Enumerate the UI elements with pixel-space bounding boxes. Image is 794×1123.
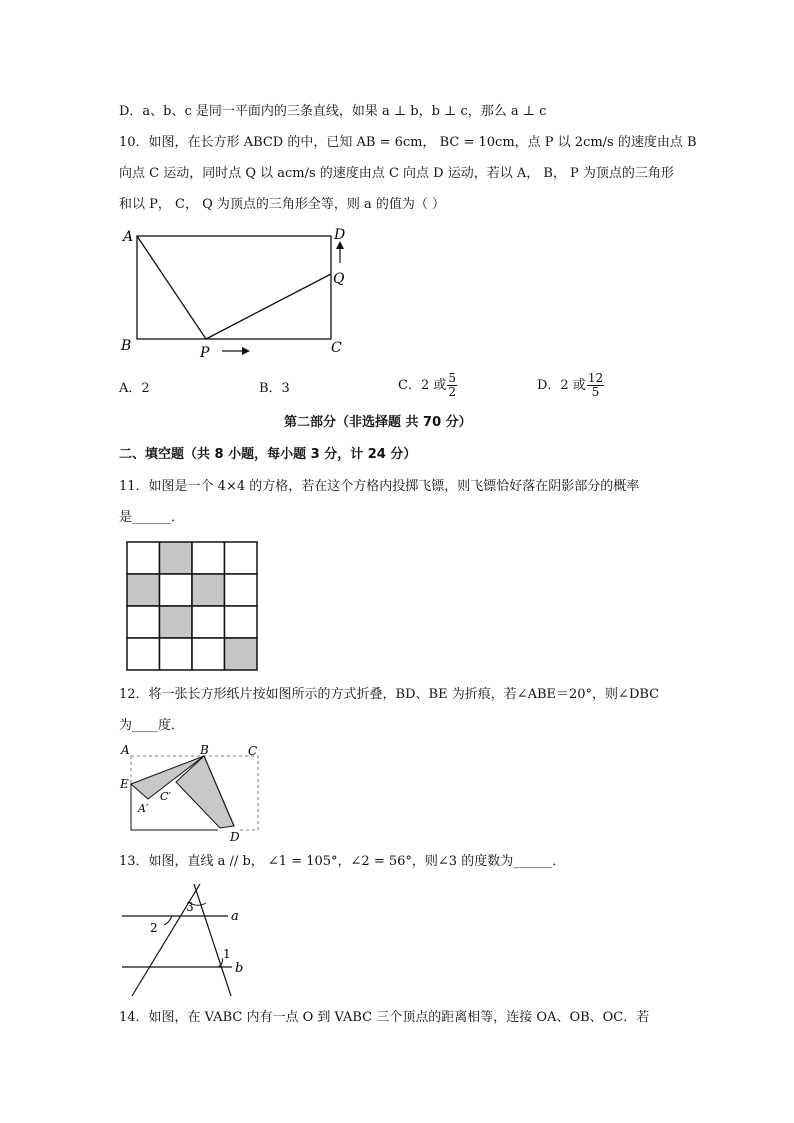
label-p: P	[200, 345, 210, 361]
q13-line1: 13．如图，直线 a // b， ∠1 = 105°，∠2 = 56°，则∠3 的度数为______．	[119, 854, 566, 869]
q10-option-b: B．3	[259, 381, 290, 396]
grid-cell	[127, 542, 160, 574]
label-c: C	[331, 340, 342, 356]
label-b: b	[235, 961, 244, 976]
grid-cell	[160, 574, 193, 606]
label-a: A	[121, 743, 130, 757]
option-c-prefix: C．2 或	[398, 378, 447, 393]
q10-option-c	[398, 372, 457, 399]
option-c-numerator: 5	[448, 371, 456, 385]
grid-cell	[225, 574, 258, 606]
label-c: C	[248, 744, 258, 758]
label-a: a	[231, 909, 239, 924]
q10-line3: 和以 P， C， Q 为顶点的三角形全等，则 a 的值为（ ）	[119, 197, 446, 212]
grid-cell-shaded	[127, 574, 160, 606]
angle-arc-2	[164, 916, 172, 925]
grid-cell	[127, 638, 160, 670]
label-1: 1	[223, 947, 231, 961]
segment-ap	[137, 236, 206, 339]
q10-line2: 向点 C 运动，同时点 Q 以 acm/s 的速度由点 C 向点 D 运动，若以 A， B， P 为顶点的三角形	[119, 166, 674, 181]
q9-option-d: D．a、b、c 是同一平面内的三条直线，如果 a ⊥ b，b ⊥ c，那么 a ⊥ c	[119, 104, 547, 119]
label-a: A	[123, 229, 134, 245]
label-c-prime: C′	[160, 790, 171, 803]
rectangle-abcd	[137, 236, 331, 339]
label-e: E	[120, 777, 129, 791]
q12-line1: 12．将一张长方形纸片按如图所示的方式折叠，BD、BE 为折痕，若∠ABE＝20°，则∠DBC	[119, 687, 660, 702]
q10-line1: 10．如图，在长方形 ABCD 的中，已知 AB = 6cm， BC = 10cm，点 P 以 2cm/s 的速度由点 B	[119, 135, 697, 150]
option-c-fraction	[447, 372, 457, 399]
label-a-prime: A′	[138, 802, 149, 815]
grid-cell-shaded	[160, 542, 193, 574]
label-d: D	[334, 227, 346, 243]
label-3: 3	[186, 900, 194, 914]
part2-heading: 第二部分（非选择题 共 70 分）	[284, 415, 472, 430]
label-b: B	[200, 743, 209, 757]
q13-parallel-lines-figure	[118, 878, 258, 1000]
grid-cell	[192, 542, 225, 574]
label-b: B	[121, 338, 132, 354]
option-d-denominator: 5	[591, 385, 600, 399]
grid-cell-shaded	[160, 606, 193, 638]
q11-grid-figure	[126, 541, 258, 671]
label-d: D	[230, 830, 240, 844]
transversal-right	[194, 884, 231, 996]
label-q: Q	[333, 271, 345, 287]
option-d-numerator: 12	[587, 371, 604, 385]
grid-cell-shaded	[225, 638, 258, 670]
q10-option-a: A．2	[119, 381, 150, 396]
q10-option-d	[537, 372, 604, 399]
option-c-denominator: 2	[448, 385, 456, 399]
q12-fold-figure	[118, 742, 268, 846]
section2-heading: 二、填空题（共 8 小题，每小题 3 分，计 24 分）	[119, 447, 417, 462]
option-d-fraction	[587, 372, 604, 399]
arrow-p-right-head	[242, 347, 250, 355]
grid-cell	[192, 638, 225, 670]
q12-line2: 为____度．	[119, 718, 185, 733]
q14-line1: 14．如图，在 VABC 内有一点 O 到 VABC 三个顶点的距离相等，连接 OA、OB、OC．若	[119, 1010, 650, 1025]
grid-cell	[192, 606, 225, 638]
grid-cell	[225, 542, 258, 574]
label-2: 2	[150, 921, 158, 935]
q11-line2: 是______．	[119, 510, 185, 525]
grid-cell-shaded	[192, 574, 225, 606]
option-d-prefix: D．2 或	[537, 378, 586, 393]
grid-cell	[127, 606, 160, 638]
grid-cell	[225, 606, 258, 638]
q10-rectangle-figure	[118, 224, 368, 364]
segment-pq	[206, 274, 331, 339]
q11-line1: 11．如图是一个 4×4 的方格，若在这个方格内投掷飞镖，则飞镖恰好落在阴影部分的概率	[119, 479, 640, 494]
grid-cell	[160, 638, 193, 670]
